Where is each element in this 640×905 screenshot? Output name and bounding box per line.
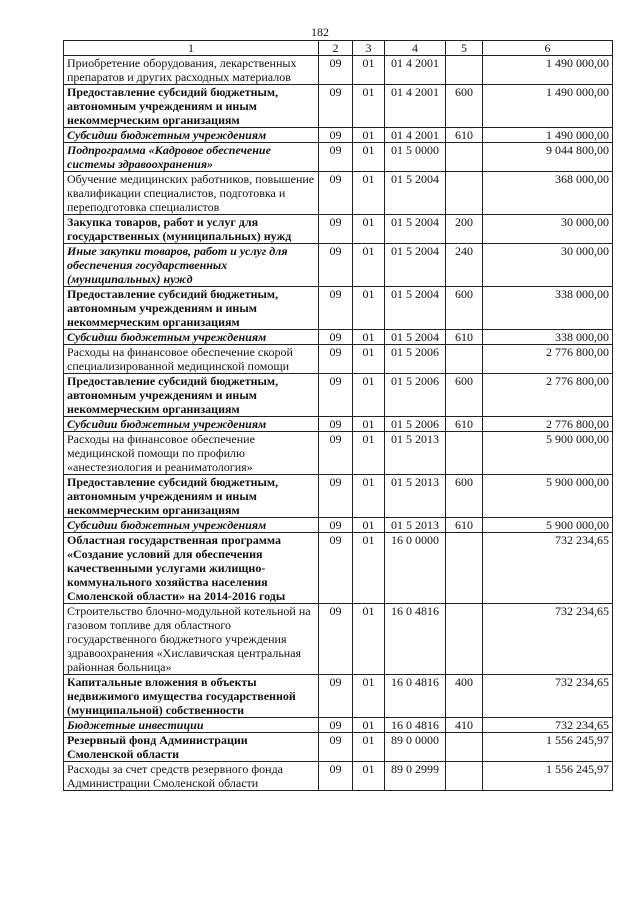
table-row xyxy=(64,374,613,417)
row-section-cell: 09 xyxy=(319,143,353,172)
row-expense-type-cell: 610 xyxy=(446,330,483,345)
row-name-cell: Обучение медицинских работников, повышение квалификации специалистов, подготовка и переподготовка специалистов xyxy=(64,172,319,215)
row-name-cell: Строительство блочно-модульной котельной на газовом топливе для областного государственного бюджетного учреждения здравоохранения «Хиславичская центральная районная больница» xyxy=(64,604,319,675)
row-target-article-cell: 01 5 2013 xyxy=(385,432,446,475)
row-subsection-cell: 01 xyxy=(353,417,385,432)
row-subsection-cell: 01 xyxy=(353,518,385,533)
row-name-cell: Областная государственная программа «Создание условий для обеспечения качественными услугами жилищно-коммунального хозяйства населения Смоленской области» на 2014-2016 годы xyxy=(64,533,319,604)
row-target-article-cell: 01 5 0000 xyxy=(385,143,446,172)
row-target-article-cell: 89 0 0000 xyxy=(385,733,446,762)
row-name-cell: Подпрограмма «Кадровое обеспечение системы здравоохранения» xyxy=(64,143,319,172)
table-row xyxy=(64,172,613,215)
table-row xyxy=(64,417,613,432)
row-target-article-cell: 01 5 2006 xyxy=(385,417,446,432)
row-subsection-cell: 01 xyxy=(353,143,385,172)
header-row xyxy=(64,41,613,56)
table-row xyxy=(64,56,613,85)
row-expense-type-cell: 410 xyxy=(446,718,483,733)
row-expense-type-cell: 600 xyxy=(446,287,483,330)
header-col-5: 5 xyxy=(446,41,483,56)
row-name-cell: Предоставление субсидий бюджетным, автономным учреждениям и иным некоммерческим организациям xyxy=(64,374,319,417)
row-amount-cell: 2 776 800,00 xyxy=(483,345,613,374)
row-expense-type-cell: 600 xyxy=(446,475,483,518)
row-target-article-cell: 01 5 2013 xyxy=(385,518,446,533)
row-expense-type-cell: 610 xyxy=(446,417,483,432)
row-target-article-cell: 16 0 0000 xyxy=(385,533,446,604)
table-row xyxy=(64,128,613,143)
row-expense-type-cell xyxy=(446,432,483,475)
table-row xyxy=(64,287,613,330)
table-row xyxy=(64,733,613,762)
row-name-cell: Капитальные вложения в объекты недвижимого имущества государственной (муниципальной) собственности xyxy=(64,675,319,718)
row-name-cell: Закупка товаров, работ и услуг для государственных (муниципальных) нужд xyxy=(64,215,319,244)
row-section-cell: 09 xyxy=(319,287,353,330)
table-body xyxy=(64,56,613,791)
row-section-cell: 09 xyxy=(319,675,353,718)
row-target-article-cell: 01 5 2004 xyxy=(385,244,446,287)
row-name-cell: Расходы на финансовое обеспечение скорой специализированной медицинской помощи xyxy=(64,345,319,374)
row-expense-type-cell xyxy=(446,143,483,172)
row-subsection-cell: 01 xyxy=(353,675,385,718)
row-name-cell: Резервный фонд Администрации Смоленской области xyxy=(64,733,319,762)
row-expense-type-cell xyxy=(446,172,483,215)
row-expense-type-cell xyxy=(446,733,483,762)
row-section-cell: 09 xyxy=(319,432,353,475)
budget-table xyxy=(63,40,613,791)
row-amount-cell: 2 776 800,00 xyxy=(483,417,613,432)
row-section-cell: 09 xyxy=(319,533,353,604)
row-subsection-cell: 01 xyxy=(353,287,385,330)
header-col-1: 1 xyxy=(64,41,319,56)
row-amount-cell: 2 776 800,00 xyxy=(483,374,613,417)
row-name-cell: Субсидии бюджетным учреждениям xyxy=(64,330,319,345)
row-amount-cell: 368 000,00 xyxy=(483,172,613,215)
row-name-cell: Предоставление субсидий бюджетным, автономным учреждениям и иным некоммерческим организациям xyxy=(64,85,319,128)
row-subsection-cell: 01 xyxy=(353,330,385,345)
row-amount-cell: 9 044 800,00 xyxy=(483,143,613,172)
row-section-cell: 09 xyxy=(319,762,353,791)
row-section-cell: 09 xyxy=(319,417,353,432)
row-expense-type-cell xyxy=(446,762,483,791)
row-subsection-cell: 01 xyxy=(353,718,385,733)
row-amount-cell: 5 900 000,00 xyxy=(483,432,613,475)
table-row xyxy=(64,215,613,244)
row-target-article-cell: 01 5 2006 xyxy=(385,345,446,374)
row-section-cell: 09 xyxy=(319,56,353,85)
row-target-article-cell: 01 4 2001 xyxy=(385,85,446,128)
row-subsection-cell: 01 xyxy=(353,128,385,143)
row-subsection-cell: 01 xyxy=(353,215,385,244)
table-row xyxy=(64,718,613,733)
row-section-cell: 09 xyxy=(319,215,353,244)
row-target-article-cell: 01 5 2004 xyxy=(385,215,446,244)
row-name-cell: Приобретение оборудования, лекарственных препаратов и других расходных материалов xyxy=(64,56,319,85)
row-expense-type-cell: 400 xyxy=(446,675,483,718)
row-section-cell: 09 xyxy=(319,518,353,533)
row-name-cell: Расходы на финансовое обеспечение медицинской помощи по профилю «анестезиология и реаниматология» xyxy=(64,432,319,475)
row-amount-cell: 732 234,65 xyxy=(483,718,613,733)
row-subsection-cell: 01 xyxy=(353,475,385,518)
row-expense-type-cell: 600 xyxy=(446,374,483,417)
row-target-article-cell: 01 5 2004 xyxy=(385,330,446,345)
row-section-cell: 09 xyxy=(319,85,353,128)
row-section-cell: 09 xyxy=(319,718,353,733)
row-amount-cell: 1 490 000,00 xyxy=(483,56,613,85)
row-section-cell: 09 xyxy=(319,345,353,374)
row-name-cell: Предоставление субсидий бюджетным, автономным учреждениям и иным некоммерческим организациям xyxy=(64,287,319,330)
table-row xyxy=(64,432,613,475)
row-amount-cell: 1 556 245,97 xyxy=(483,762,613,791)
row-amount-cell: 1 490 000,00 xyxy=(483,85,613,128)
row-amount-cell: 732 234,65 xyxy=(483,604,613,675)
row-amount-cell: 338 000,00 xyxy=(483,330,613,345)
table-row xyxy=(64,244,613,287)
row-name-cell: Предоставление субсидий бюджетным, автономным учреждениям и иным некоммерческим организациям xyxy=(64,475,319,518)
row-expense-type-cell xyxy=(446,533,483,604)
row-amount-cell: 732 234,65 xyxy=(483,533,613,604)
row-target-article-cell: 01 5 2006 xyxy=(385,374,446,417)
row-subsection-cell: 01 xyxy=(353,374,385,417)
row-name-cell: Субсидии бюджетным учреждениям xyxy=(64,417,319,432)
table-row xyxy=(64,518,613,533)
table-row xyxy=(64,85,613,128)
row-target-article-cell: 01 5 2004 xyxy=(385,287,446,330)
row-section-cell: 09 xyxy=(319,475,353,518)
row-name-cell: Иные закупки товаров, работ и услуг для обеспечения государственных (муниципальных) нужд xyxy=(64,244,319,287)
page-number: 182 xyxy=(311,25,329,39)
row-subsection-cell: 01 xyxy=(353,244,385,287)
table-row xyxy=(64,475,613,518)
row-amount-cell: 5 900 000,00 xyxy=(483,518,613,533)
row-name-cell: Субсидии бюджетным учреждениям xyxy=(64,128,319,143)
table-row xyxy=(64,604,613,675)
row-expense-type-cell: 200 xyxy=(446,215,483,244)
row-subsection-cell: 01 xyxy=(353,604,385,675)
row-subsection-cell: 01 xyxy=(353,345,385,374)
row-expense-type-cell: 610 xyxy=(446,518,483,533)
row-target-article-cell: 01 5 2004 xyxy=(385,172,446,215)
row-name-cell: Расходы за счет средств резервного фонда Администрации Смоленской области xyxy=(64,762,319,791)
row-amount-cell: 732 234,65 xyxy=(483,675,613,718)
row-subsection-cell: 01 xyxy=(353,432,385,475)
row-subsection-cell: 01 xyxy=(353,762,385,791)
row-expense-type-cell xyxy=(446,604,483,675)
row-target-article-cell: 16 0 4816 xyxy=(385,718,446,733)
row-amount-cell: 1 490 000,00 xyxy=(483,128,613,143)
row-subsection-cell: 01 xyxy=(353,85,385,128)
row-target-article-cell: 01 5 2013 xyxy=(385,475,446,518)
table-row xyxy=(64,345,613,374)
row-section-cell: 09 xyxy=(319,330,353,345)
header-col-3: 3 xyxy=(353,41,385,56)
row-target-article-cell: 16 0 4816 xyxy=(385,675,446,718)
header-col-6: 6 xyxy=(483,41,613,56)
row-amount-cell: 338 000,00 xyxy=(483,287,613,330)
row-name-cell: Субсидии бюджетным учреждениям xyxy=(64,518,319,533)
row-target-article-cell: 89 0 2999 xyxy=(385,762,446,791)
table-row xyxy=(64,143,613,172)
table-row xyxy=(64,675,613,718)
row-name-cell: Бюджетные инвестиции xyxy=(64,718,319,733)
row-section-cell: 09 xyxy=(319,172,353,215)
row-subsection-cell: 01 xyxy=(353,56,385,85)
header-col-4: 4 xyxy=(385,41,446,56)
row-expense-type-cell: 240 xyxy=(446,244,483,287)
row-expense-type-cell: 600 xyxy=(446,85,483,128)
row-section-cell: 09 xyxy=(319,733,353,762)
row-amount-cell: 30 000,00 xyxy=(483,244,613,287)
row-amount-cell: 30 000,00 xyxy=(483,215,613,244)
row-section-cell: 09 xyxy=(319,128,353,143)
row-section-cell: 09 xyxy=(319,374,353,417)
row-section-cell: 09 xyxy=(319,244,353,287)
row-subsection-cell: 01 xyxy=(353,533,385,604)
row-section-cell: 09 xyxy=(319,604,353,675)
row-amount-cell: 5 900 000,00 xyxy=(483,475,613,518)
row-subsection-cell: 01 xyxy=(353,172,385,215)
row-target-article-cell: 01 4 2001 xyxy=(385,56,446,85)
header-col-2: 2 xyxy=(319,41,353,56)
row-expense-type-cell xyxy=(446,56,483,85)
table-row xyxy=(64,533,613,604)
row-expense-type-cell: 610 xyxy=(446,128,483,143)
table-row xyxy=(64,330,613,345)
row-target-article-cell: 01 4 2001 xyxy=(385,128,446,143)
row-amount-cell: 1 556 245,97 xyxy=(483,733,613,762)
table-row xyxy=(64,762,613,791)
row-target-article-cell: 16 0 4816 xyxy=(385,604,446,675)
row-subsection-cell: 01 xyxy=(353,733,385,762)
row-expense-type-cell xyxy=(446,345,483,374)
